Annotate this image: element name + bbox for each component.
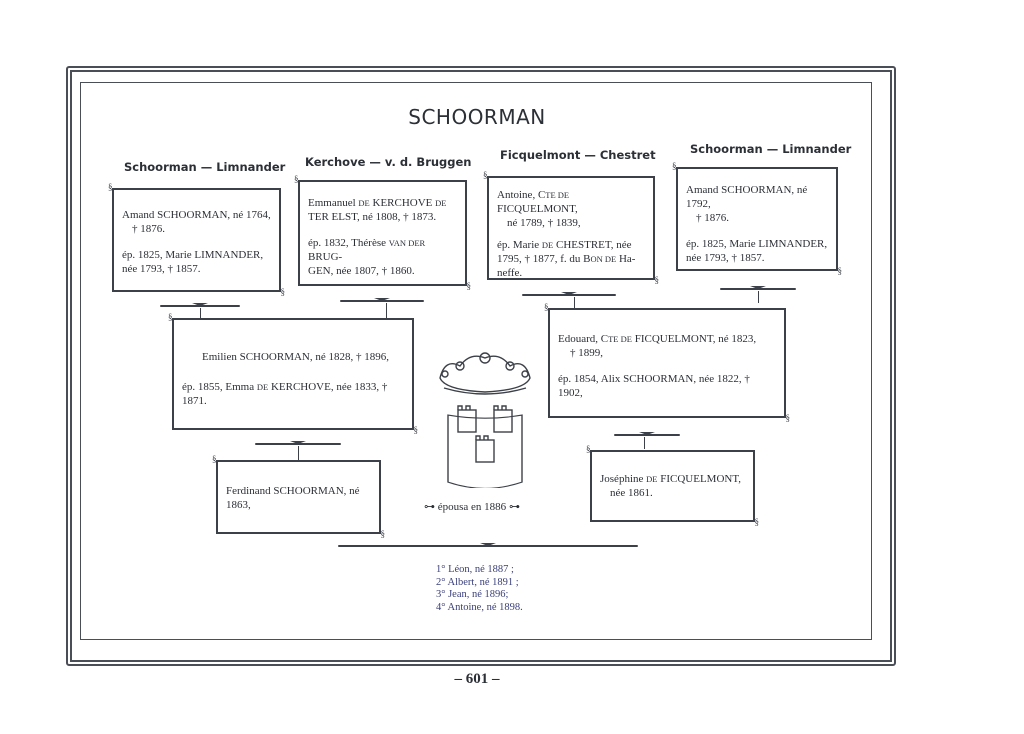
connector-swash: [340, 300, 424, 302]
page-title: SCHOORMAN: [408, 105, 546, 129]
connector-line: [386, 303, 387, 319]
particle: DE: [256, 382, 269, 392]
page-number-text: 601: [465, 671, 489, 687]
text: Joséphine: [600, 473, 644, 485]
particle: DE: [541, 240, 554, 250]
box-antoine-de-ficquelmont: [487, 176, 655, 280]
list-item: 1° Léon, né 1887 ;: [436, 564, 514, 575]
ornament-icon: ⊶: [508, 501, 520, 513]
text: Amand SCHOORMAN, né 1764,: [122, 209, 271, 221]
text: FICQUELMONT, né 1823,: [634, 333, 757, 345]
connector-swash: [255, 443, 341, 445]
box-emilien-schoorman: [172, 318, 414, 430]
text: né 1789, † 1839,: [507, 217, 581, 229]
married-note: [424, 500, 520, 513]
box-amand-schoorman-1764: [112, 188, 281, 292]
particle: TE DE: [608, 334, 632, 344]
text: neffe.: [497, 267, 523, 279]
text: TER ELST, né 1808, † 1873.: [308, 211, 437, 223]
text: Antoine, C: [497, 189, 546, 201]
children-list: [436, 564, 523, 614]
text: 1795, † 1877, f. du B: [497, 253, 591, 265]
text: ép. 1832, Thérèse: [308, 237, 386, 249]
text: 1863,: [226, 499, 251, 511]
children-divider-swash: [338, 545, 638, 547]
text: née 1793, † 1857.: [122, 263, 201, 275]
text: KERCHOVE, née 1833, † 1871.: [182, 381, 388, 407]
text: BRUG-: [308, 251, 343, 263]
text: ép. 1854, Alix SCHOORMAN, née 1822, † 1902,: [558, 373, 750, 399]
text: FICQUELMONT,: [660, 473, 741, 485]
text: † 1899,: [570, 347, 603, 359]
column-header-3: Ficquelmont — Chestret: [500, 148, 656, 162]
coat-of-arms-crest: [430, 348, 540, 488]
column-header-1: Schoorman — Limnander: [124, 160, 286, 174]
text: † 1876.: [696, 212, 729, 224]
list-item: 2° Albert, né 1891 ;: [436, 576, 519, 588]
column-header-4: Schoorman — Limnander: [690, 142, 852, 156]
text: Ha-: [618, 253, 636, 265]
box-josephine-de-ficquelmont: [590, 450, 755, 522]
text: Emmanuel: [308, 197, 356, 209]
text: Ferdinand SCHOORMAN, né: [226, 485, 360, 497]
text: FICQUELMONT,: [497, 203, 578, 215]
text: † 1876.: [132, 223, 165, 235]
text: Edouard, C: [558, 333, 609, 345]
text: Amand SCHOORMAN, né 1792,: [686, 184, 808, 210]
dash-ornament-icon: –: [454, 671, 462, 687]
connector-line: [758, 291, 759, 303]
box-emmanuel-de-kerchove: [298, 180, 467, 286]
text: ép. 1855, Emma: [182, 381, 255, 393]
text: ép. 1825, Marie LIMNANDER,: [686, 238, 828, 250]
text: Emilien SCHOORMAN, né 1828, † 1896,: [202, 351, 389, 363]
text: KERCHOVE: [372, 197, 433, 209]
married-text: épousa en 1886: [437, 501, 507, 513]
text: née 1793, † 1857.: [686, 252, 765, 264]
page-number: [0, 671, 954, 688]
particle: VAN DER: [388, 238, 426, 248]
box-ferdinand-schoorman: [216, 460, 381, 534]
connector-line: [644, 437, 645, 449]
dash-ornament-icon: –: [492, 671, 500, 687]
particle: ON DE: [590, 254, 617, 264]
particle: DE: [358, 198, 370, 208]
text: CHESTRET, née: [556, 239, 632, 251]
text: née 1861.: [610, 487, 653, 499]
connector-swash: [160, 305, 240, 307]
connector-swash: [522, 294, 616, 296]
text: ép. Marie: [497, 239, 540, 251]
connector-swash: [614, 434, 680, 436]
list-item: 3° Jean, né 1896;: [436, 589, 509, 600]
column-header-2: Kerchove — v. d. Bruggen: [305, 155, 472, 169]
particle: DE: [646, 474, 658, 484]
particle: TE DE: [545, 190, 570, 200]
text: ép. 1825, Marie LIMNANDER,: [122, 249, 264, 261]
box-amand-schoorman-1792: [676, 167, 838, 271]
text: GEN, née 1807, † 1860.: [308, 265, 415, 277]
ornament-icon: ⊶: [424, 501, 435, 513]
list-item: 4° Antoine, né 1898.: [436, 601, 523, 613]
connector-swash: [720, 288, 796, 290]
box-edouard-de-ficquelmont: [548, 308, 786, 418]
particle: DE: [435, 198, 447, 208]
